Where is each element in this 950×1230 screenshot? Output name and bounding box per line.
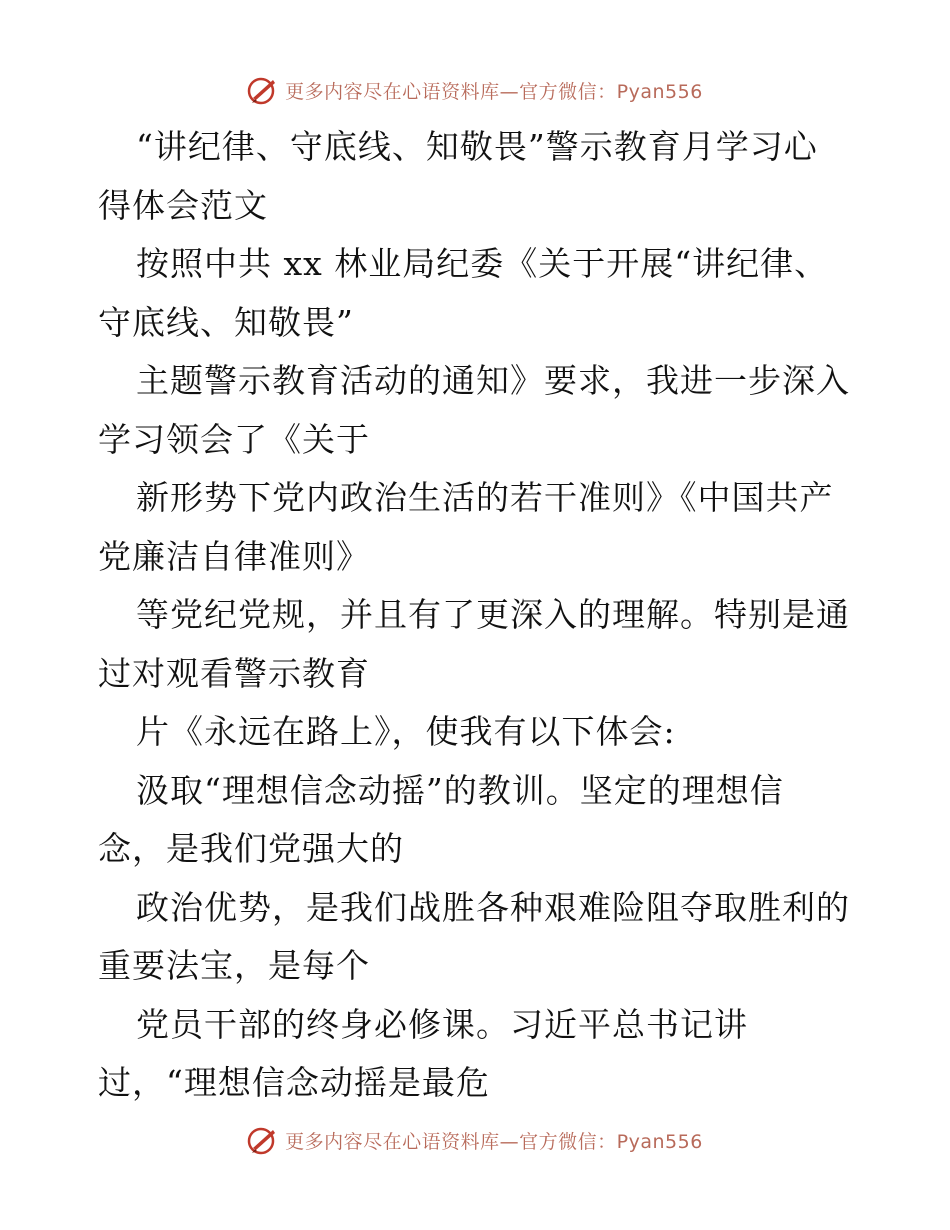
pen-quill-icon <box>247 1124 279 1156</box>
footer-banner <box>0 1120 950 1160</box>
text-line: 按照中共 xx 林业局纪委《关于开展“讲纪律、 <box>136 244 829 283</box>
banner-text: 更多内容尽在心语资料库—官方微信：Pyan556 <box>285 1130 703 1153</box>
text-line: 政治优势，是我们战胜各种艰难险阻夺取胜利的 <box>136 887 850 927</box>
banner-text: 更多内容尽在心语资料库—官方微信：Pyan556 <box>285 80 703 103</box>
document-body <box>98 118 858 1113</box>
text-line: 等党纪党规，并且有了更深入的理解。特别是通 <box>136 595 850 634</box>
text-line: 过对观看警示教育 <box>98 653 370 693</box>
text-line: 主题警示教育活动的通知》要求，我进一步深入 <box>136 361 850 400</box>
pen-quill-icon <box>247 74 279 106</box>
text-line: 念，是我们党强大的 <box>98 829 404 868</box>
text-line: 党员干部的终身必修课。习近平总书记讲 <box>136 1004 748 1044</box>
text-line: 重要法宝，是每个 <box>98 946 370 985</box>
text-line: 过，“理想信念动摇是最危 <box>98 1063 490 1102</box>
text-line: 汲取“理想信念动摇”的教训。坚定的理想信 <box>136 770 784 810</box>
text-line: 得体会范文 <box>98 185 268 225</box>
header-banner <box>0 70 950 110</box>
text-line: 片《永远在路上》，使我有以下体会: <box>136 712 676 751</box>
text-line: “讲纪律、守底线、知敬畏”警示教育月学习心 <box>136 127 818 166</box>
text-line: 党廉洁自律准则》 <box>98 536 370 576</box>
text-line: 学习领会了《关于 <box>98 419 370 459</box>
text-line: 守底线、知敬畏” <box>98 302 354 342</box>
text-line: 新形势下党内政治生活的若干准则》《中国共产 <box>136 478 834 517</box>
